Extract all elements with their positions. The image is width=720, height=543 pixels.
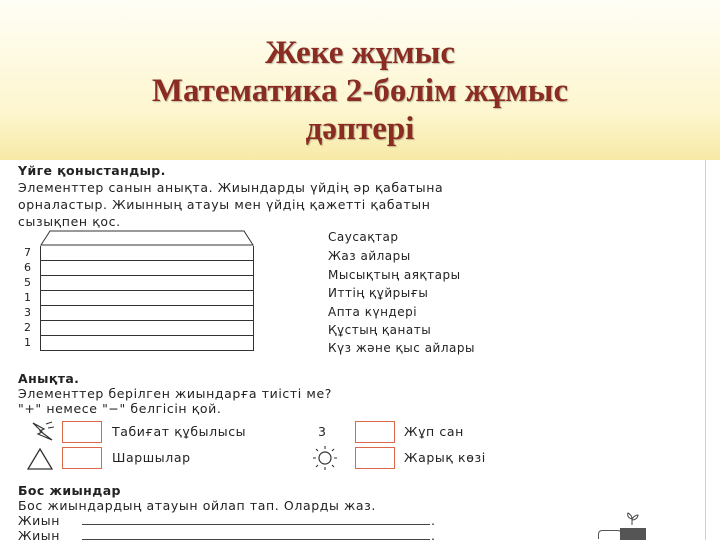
section2-heading: Анықта. xyxy=(18,371,80,386)
sun-icon xyxy=(308,445,342,471)
slide-title-line3: дәптері xyxy=(305,111,415,147)
section1-line2: орналастыр. Жиынның атауы мен үйдің қажетті қабатын xyxy=(18,197,431,212)
corner-illustration xyxy=(620,528,646,540)
item-light: Жарық көзі xyxy=(404,450,486,465)
section2-line1: Элементтер берілген жиындарға тиісті ме? xyxy=(18,386,332,401)
page-edge xyxy=(705,160,706,540)
slide-title-line2: Математика 2-бөлім жұмыс xyxy=(151,73,569,109)
set-item[interactable]: Құстың қанаты xyxy=(328,323,432,337)
house-floor[interactable] xyxy=(40,291,254,306)
floor-number: 1 xyxy=(24,291,31,304)
slide-title xyxy=(0,34,720,148)
house-floor[interactable] xyxy=(40,276,254,291)
section1-heading: Үйге қоныстандыр. xyxy=(18,163,166,178)
house-floor[interactable] xyxy=(40,246,254,261)
corner-mark xyxy=(598,530,622,539)
house-floor[interactable] xyxy=(40,336,254,351)
answer-line-1[interactable] xyxy=(82,524,430,525)
section3-label1: Жиын xyxy=(18,513,61,528)
triangle-icon xyxy=(26,447,54,471)
slide-title-line1: Жеке жұмыс xyxy=(264,35,455,71)
floor-number: 7 xyxy=(24,246,31,259)
house-floor[interactable] xyxy=(40,306,254,321)
floor-number: 2 xyxy=(24,321,31,334)
section3-heading: Бос жиындар xyxy=(18,483,121,498)
item-squares: Шаршылар xyxy=(112,450,191,465)
section3-label2: Жиын xyxy=(18,528,61,543)
section3-end1: . xyxy=(431,513,436,528)
answer-box-light[interactable] xyxy=(355,447,395,469)
item-even: Жұп сан xyxy=(404,424,464,439)
floor-number: 1 xyxy=(24,336,31,349)
house-roof xyxy=(40,230,254,246)
section2-line2: "+" немесе "−" белгісін қой. xyxy=(18,401,222,416)
set-item[interactable]: Жаз айлары xyxy=(328,249,411,263)
set-item[interactable]: Иттің құйрығы xyxy=(328,286,429,300)
set-item[interactable]: Күз және қыс айлары xyxy=(328,341,475,355)
section3-end2: . xyxy=(431,528,436,543)
set-item[interactable]: Мысықтың аяқтары xyxy=(328,268,461,282)
floor-number: 3 xyxy=(24,306,31,319)
item-number: 3 xyxy=(318,424,327,439)
section3-line1: Бос жиындардың атауын ойлап тап. Оларды жаз. xyxy=(18,498,376,513)
answer-box-squares[interactable] xyxy=(62,447,102,469)
answer-box-even[interactable] xyxy=(355,421,395,443)
section1-line3: сызықпен қос. xyxy=(18,214,121,229)
floor-number: 5 xyxy=(24,276,31,289)
item-nature: Табиғат құбылысы xyxy=(112,424,247,439)
set-item[interactable]: Апта күндері xyxy=(328,305,418,319)
house-floor[interactable] xyxy=(40,321,254,336)
set-item[interactable]: Саусақтар xyxy=(328,230,399,244)
lightning-icon xyxy=(30,420,56,444)
house-floor[interactable] xyxy=(40,261,254,276)
answer-box-nature[interactable] xyxy=(62,421,102,443)
floor-number: 6 xyxy=(24,261,31,274)
section1-line1: Элементтер санын анықта. Жиындарды үйдің әр қабатына xyxy=(18,180,444,195)
sprout-icon xyxy=(624,512,640,526)
